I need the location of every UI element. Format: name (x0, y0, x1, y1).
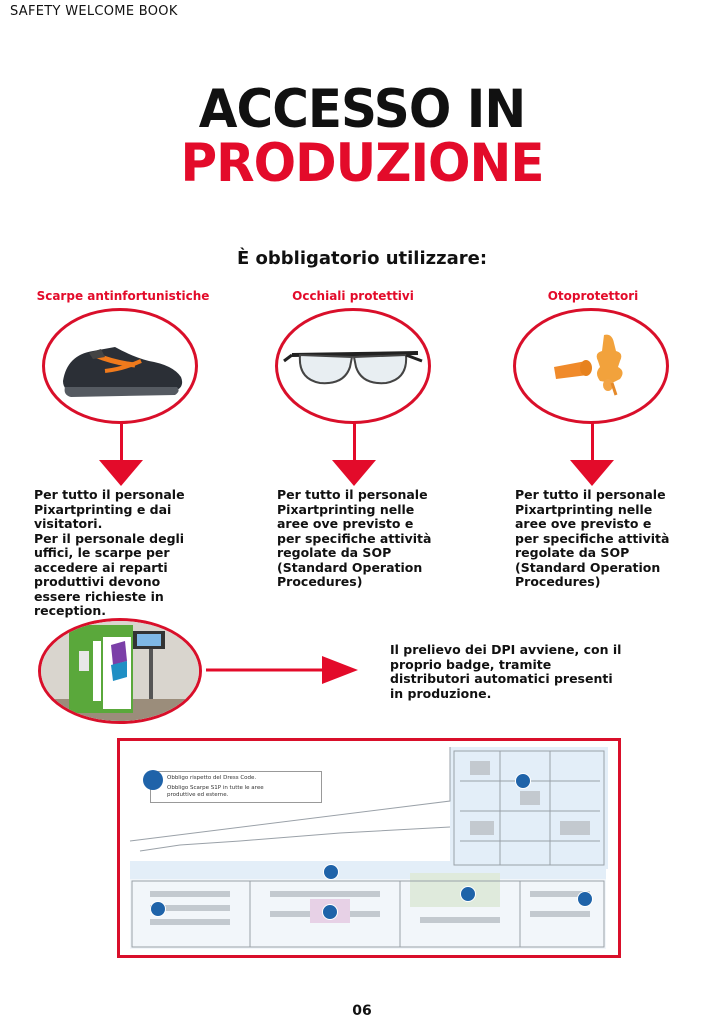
arrow-glasses-head (332, 460, 376, 486)
document-header: SAFETY WELCOME BOOK (10, 4, 178, 19)
label-earplugs: Otoprotettori (547, 289, 639, 303)
page-title-line2: PRODUZIONE (180, 132, 544, 194)
desc-line: regolate da SOP (277, 545, 392, 560)
arrow-shoes-line (120, 422, 123, 462)
desc-line: distributori automatici presenti (390, 671, 613, 686)
safety-shoe-zone-icon (515, 773, 531, 789)
glasses-zone-icon (322, 904, 338, 920)
vending-machine-icon (41, 621, 201, 723)
arrow-shoes-head (99, 460, 143, 486)
desc-line: Pixartprinting nelle (515, 501, 653, 517)
safety-glasses-image (275, 308, 431, 424)
desc-line: Pixartprinting nelle (277, 501, 415, 517)
legend-line-1: Obbligo rispetto del Dress Code. (167, 775, 257, 781)
map-legend (150, 771, 322, 803)
legend-line-2: Obbligo Scarpe S1P in tutte le aree (167, 785, 264, 791)
desc-line: Per il personale degli (34, 530, 185, 546)
safety-glasses-icon (278, 311, 428, 421)
dispenser-description (390, 643, 710, 701)
desc-line: uffici, le scarpe per (34, 545, 170, 560)
desc-line: essere richieste in (34, 588, 164, 604)
description-shoes (34, 488, 234, 619)
desc-line: reception. (34, 603, 106, 618)
desc-line: per specifiche attività (277, 530, 432, 546)
safety-shoe-zone-icon (150, 901, 166, 917)
desc-line: per specifiche attività (515, 530, 670, 546)
desc-line: Il prelievo dei DPI avviene, con il (390, 642, 622, 657)
earplugs-icon (516, 311, 666, 421)
label-safety-glasses: Occhiali protettivi (292, 289, 414, 303)
subtitle: È obbligatorio utilizzare: (236, 248, 488, 269)
desc-line: aree ove previsto e (277, 516, 414, 531)
arrow-glasses-line (353, 422, 356, 462)
desc-line: Per tutto il personale (34, 487, 185, 502)
arrow-right-icon (206, 656, 358, 684)
page-title-line1: ACCESSO IN (198, 78, 526, 140)
desc-line: produttivi devono (34, 574, 161, 589)
desc-line: regolate da SOP (515, 545, 630, 560)
safety-shoe-icon (45, 311, 195, 421)
arrow-earplugs-head (570, 460, 614, 486)
desc-line: Per tutto il personale (515, 487, 666, 502)
desc-line: (Standard Operation (277, 559, 423, 575)
arrow-earplugs-line (591, 422, 594, 462)
safety-shoe-image (42, 308, 198, 424)
label-safety-shoes: Scarpe antinfortunistiche (36, 289, 210, 303)
desc-line: in produzione. (390, 685, 492, 701)
earplug-zone-icon (460, 886, 476, 902)
desc-line: aree ove previsto e (515, 516, 652, 531)
legend-line-3: produttive ed esterne. (167, 792, 229, 798)
description-earplugs (515, 488, 715, 590)
desc-line: visitatori. (34, 516, 103, 531)
desc-line: accedere ai reparti (34, 559, 168, 575)
page-number: 06 (352, 1003, 372, 1019)
vending-machine-image (38, 618, 202, 724)
desc-line: proprio badge, tramite (390, 656, 552, 672)
desc-line: Pixartprinting e dai (34, 501, 172, 517)
desc-line: Procedures) (277, 574, 363, 589)
floor-plan-map (117, 738, 621, 958)
earplugs-image (513, 308, 669, 424)
dress-code-icon (143, 770, 163, 790)
safety-shoe-zone-icon (323, 864, 339, 880)
desc-line: (Standard Operation (515, 559, 661, 575)
safety-shoe-zone-icon (577, 891, 593, 907)
desc-line: Per tutto il personale (277, 487, 428, 502)
desc-line: Procedures) (515, 574, 601, 589)
description-glasses (277, 488, 477, 590)
